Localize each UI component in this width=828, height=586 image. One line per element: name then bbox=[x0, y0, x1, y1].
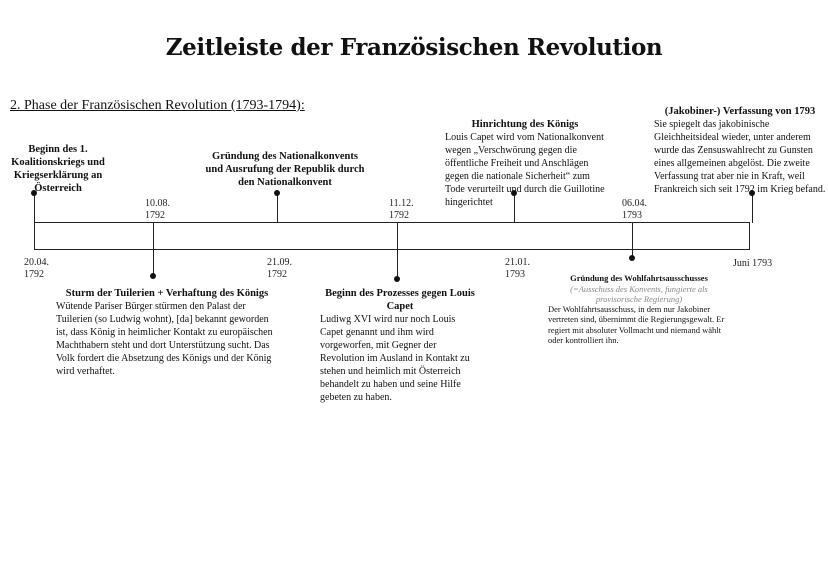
event-verfassung bbox=[654, 105, 826, 196]
date-2: 10.08. 1792 bbox=[145, 198, 170, 221]
date-3: 21.09. 1792 bbox=[267, 257, 292, 280]
date-4: 11.12. 1792 bbox=[389, 198, 414, 221]
phase-subtitle: 2. Phase der Französischen Revolution (1793-1794): bbox=[10, 98, 305, 113]
event-text: Louis Capet wird vom Nationalkonvent wegen „Verschwörung gegen die öffentliche Freiheit und Anschlägen gegen die nationale Sicherheit“ zum Tode verurteilt und durch die Guillotine hingerichtet bbox=[445, 132, 605, 208]
timeline-bar bbox=[34, 222, 750, 250]
event-nationalkonvent bbox=[205, 150, 365, 189]
event-hinrichtung bbox=[445, 118, 605, 209]
date-5: 21.01. 1793 bbox=[505, 257, 530, 280]
event-text: Wütende Pariser Bürger stürmen den Palast der Tuilerien (so Ludwig wohnt), [da] bekannt geworden ist, dass König in heimlicher Kontakt zu europäischen Machthabern steht und dort Unterstützung sucht. Das Volk fordert die Absetzung des Königs und der König wird verhaftet. bbox=[56, 301, 273, 377]
marker-dot-3 bbox=[274, 190, 280, 196]
event-heading: Gründung des Nationalkonvents und Ausrufung der Republik durch den Nationalkonvent bbox=[205, 151, 365, 188]
event-heading: Beginn des 1. Koalitionskriegs und Kriegserklärung an Österreich bbox=[11, 144, 105, 194]
tick-6 bbox=[632, 222, 633, 258]
tick-4 bbox=[397, 222, 398, 278]
event-wohlfahrt bbox=[548, 273, 730, 346]
event-subheading: (=Ausschuss des Konvents, fungierte als provisorische Regierung) bbox=[570, 283, 708, 304]
event-text: Der Wohlfahrtsausschuss, in dem nur Jakobiner vertreten sind, übernimmt die Regierungsgewalt. Er regiert mit absoluter Vollmacht und niemand wählt oder kontrolliert ihn. bbox=[548, 303, 725, 345]
tick-7 bbox=[752, 193, 753, 223]
event-heading: Hinrichtung des Königs bbox=[471, 119, 579, 130]
tick-2 bbox=[153, 222, 154, 276]
date-7: Juni 1793 bbox=[733, 258, 773, 269]
tick-3 bbox=[277, 193, 278, 223]
event-prozess bbox=[320, 287, 480, 404]
tick-1 bbox=[34, 193, 35, 223]
event-text: Sie spiegelt das jakobinische Gleichheitsideal wieder, unter anderem wurde das Zensuswahlrecht zu Gunsten eines allgemeinen abgelöst. Die zweite Verfassung trat aber nie in Kraft, weil Frankreich sich seit 1792 im Krieg befand. bbox=[654, 119, 826, 195]
event-text: Ludiwg XVI wird nur noch Louis Capet genannt und ihm wird vorgeworfen, mit Gegner der Revolution im Ausland in Kontakt zu stehen und heimlich mit Österreich behandelt zu haben und seine Hilfe gebeten zu haben. bbox=[320, 314, 470, 403]
marker-dot-2 bbox=[150, 273, 156, 279]
page-title: Zeitleiste der Französischen Revolution bbox=[165, 34, 663, 61]
event-heading: (Jakobiner-) Verfassung von 1793 bbox=[664, 106, 816, 117]
date-1: 20.04. 1792 bbox=[24, 257, 49, 280]
event-heading: Sturm der Tuilerien + Verhaftung des Königs bbox=[65, 288, 269, 299]
marker-dot-6 bbox=[629, 255, 635, 261]
event-koalition bbox=[8, 143, 108, 195]
event-heading: Beginn des Prozesses gegen Louis Capet bbox=[325, 288, 475, 312]
date-6: 06.04. 1793 bbox=[622, 198, 647, 221]
event-tuilerien bbox=[56, 287, 278, 378]
marker-dot-4 bbox=[394, 276, 400, 282]
event-heading: Gründung des Wohlfahrtsausschusses bbox=[570, 273, 708, 283]
